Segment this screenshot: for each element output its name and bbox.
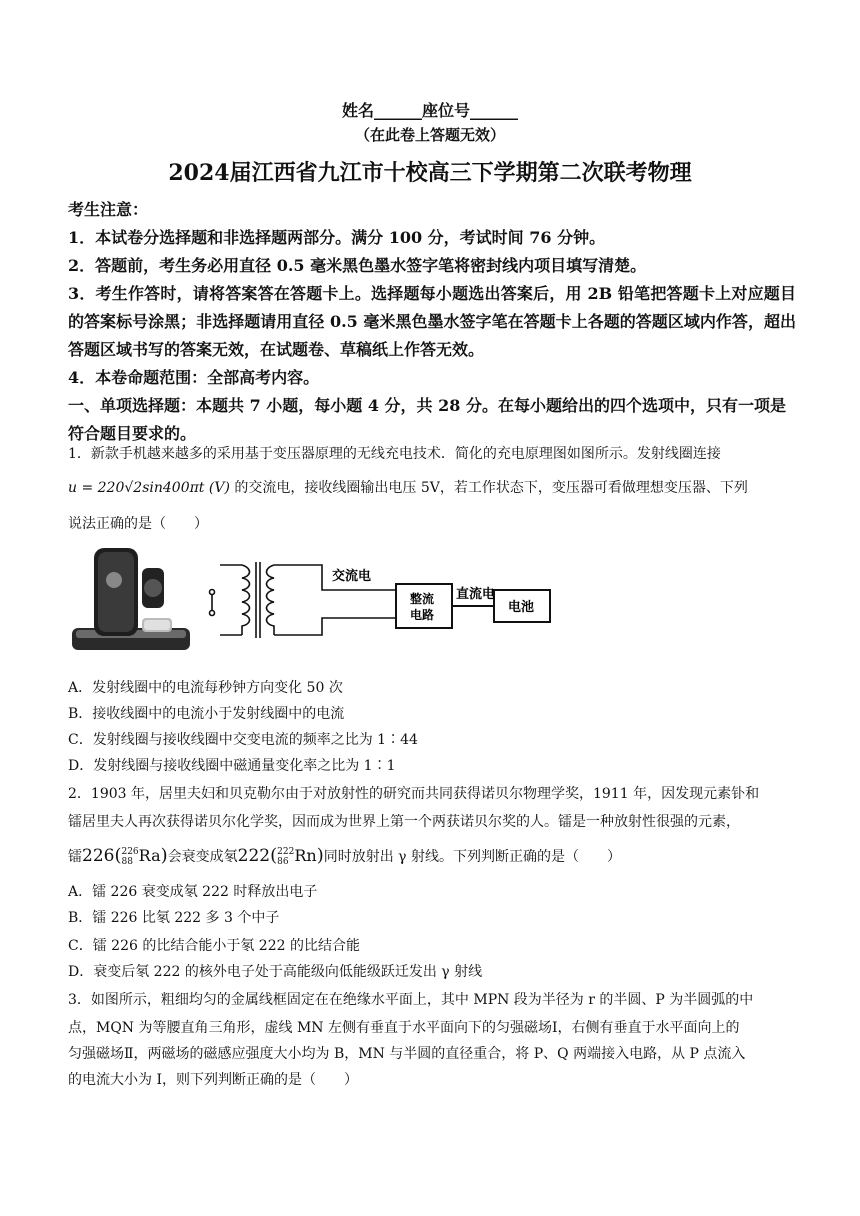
exam-title: 2024届江西省九江市十校高三下学期第二次联考物理 bbox=[168, 160, 692, 186]
ac-label: 交流电 bbox=[332, 569, 372, 584]
notice-heading: 考生注意： bbox=[68, 200, 149, 219]
rn-symbol: Rn bbox=[294, 846, 317, 865]
section-1-heading: 一、单项选择题：本题共 7 小题，每小题 4 分，共 28 分。在每小题给出的四个选项中，只有一项是符合题目要求的。 bbox=[68, 396, 786, 443]
q1-option-b: B．接收线圈中的电流小于发射线圈中的电流 bbox=[68, 706, 345, 722]
q2-option-d: D．衰变后氡 222 的核外电子处于高能级向低能级跃迁发出 γ 射线 bbox=[68, 964, 483, 980]
wireless-charger-image bbox=[72, 548, 190, 650]
q1-stem-text: 的交流电，接收线圈输出电压 5V，若工作状态下，变压器可看做理想变压器、下列 bbox=[234, 480, 748, 496]
q1-formula: u = 220√2sin400πt (V) bbox=[68, 480, 230, 496]
q2-stem-line-1: 2．1903 年，居里夫妇和贝克勒尔由于对放射性的研究而共同获得诺贝尔物理学奖，1911 年，因发现元素钋和 bbox=[68, 786, 760, 802]
notice-item-3: 3．考生作答时，请将答案答在答题卡上。选择题每小题选出答案后，用 2B 铅笔把答题卡上对应题目的答案标号涂黑；非选择题请用直径 0.5 毫米黑色墨水签字笔在答题卡上各题的答题区域内作答，超出答题区域书写的答案无效，在试题卷、草稿纸上作答无效。 bbox=[68, 284, 796, 359]
notice-item-4: 4．本卷命题范围：全部高考内容。 bbox=[68, 368, 320, 387]
ra-number: 226 bbox=[82, 846, 115, 866]
q2-stem-line-2: 镭居里夫人再次获得诺贝尔化学奖，因而成为世界上第一个两获诺贝尔奖的人。镭是一种放射性很强的元素， bbox=[68, 814, 740, 830]
dc-label: 直流电 bbox=[456, 587, 496, 602]
q2-option-c: C．镭 226 的比结合能小于氡 222 的比结合能 bbox=[68, 938, 360, 954]
ra-mass: 226 bbox=[121, 847, 139, 857]
q2-option-a: A．镭 226 衰变成氡 222 时释放出电子 bbox=[68, 884, 318, 900]
q1-stem-line-1: 1．新款手机越来越多的采用基于变压器原理的无线充电技术．简化的充电原理图如图所示。发射线圈连接 bbox=[68, 446, 721, 462]
q2-text-c: 同时放射出 γ 射线。下列判断正确的是（ ） bbox=[323, 849, 621, 865]
rn-z: 86 bbox=[277, 857, 289, 867]
notice-item-1: 1．本试卷分选择题和非选择题两部分。满分 100 分，考试时间 76 分钟。 bbox=[68, 228, 606, 247]
q1-stem-line-2 bbox=[68, 474, 796, 502]
name-seat-line: 姓名______座位号______ bbox=[341, 101, 518, 120]
q1-option-d: D．发射线圈与接收线圈中磁通量变化率之比为 1∶1 bbox=[68, 758, 396, 774]
ra-symbol: Ra bbox=[138, 846, 161, 865]
q1-option-c: C．发射线圈与接收线圈中交变电流的频率之比为 1∶44 bbox=[68, 732, 418, 748]
q2-option-b: B．镭 226 比氡 222 多 3 个中子 bbox=[68, 910, 280, 926]
q3-stem-line-3: 匀强磁场Ⅱ，两磁场的磁感应强度大小均为 B，MN 与半圆的直径重合，将 P、Q 两端接入电路，从 P 点流入 bbox=[68, 1046, 746, 1062]
q3-stem-line-1: 3．如图所示，粗细均匀的金属线框固定在在绝缘水平面上，其中 MPN 段为半径为 r 的半圆、P 为半圆弧的中 bbox=[68, 992, 754, 1008]
q2-text-a: 镭 bbox=[68, 849, 82, 865]
ra-z: 88 bbox=[121, 857, 133, 867]
q1-circuit-figure bbox=[70, 540, 570, 670]
rectifier-label-2: 电路 bbox=[410, 608, 435, 622]
q2-stem-line-3: 镭226( 226 88 Ra)会衰变成氡222( 222 86 Rn)同时放射出 γ 射线。下列判断正确的是（ ） bbox=[68, 845, 621, 867]
rectifier-label-1: 整流 bbox=[410, 592, 435, 606]
q1-option-a: A．发射线圈中的电流每秒钟方向变化 50 次 bbox=[68, 680, 343, 696]
rn-mass: 222 bbox=[277, 847, 295, 857]
q3-stem-line-4: 的电流大小为 I，则下列判断正确的是（ ） bbox=[68, 1072, 358, 1088]
battery-label: 电池 bbox=[508, 600, 535, 615]
q3-stem-line-2: 点，MQN 为等腰直角三角形，虚线 MN 左侧有垂直于水平面向下的匀强磁场Ⅰ，右侧有垂直于水平面向上的 bbox=[68, 1020, 740, 1036]
invalid-note: （在此卷上答题无效） bbox=[354, 126, 505, 144]
q1-stem-line-3: 说法正确的是（ ） bbox=[68, 516, 208, 532]
q2-text-b: 会衰变成氡 bbox=[167, 849, 238, 865]
notice-item-2: 2．答题前，考生务必用直径 0.5 毫米黑色墨水签字笔将密封线内项目填写清楚。 bbox=[68, 256, 647, 275]
rn-number: 222 bbox=[237, 846, 271, 866]
